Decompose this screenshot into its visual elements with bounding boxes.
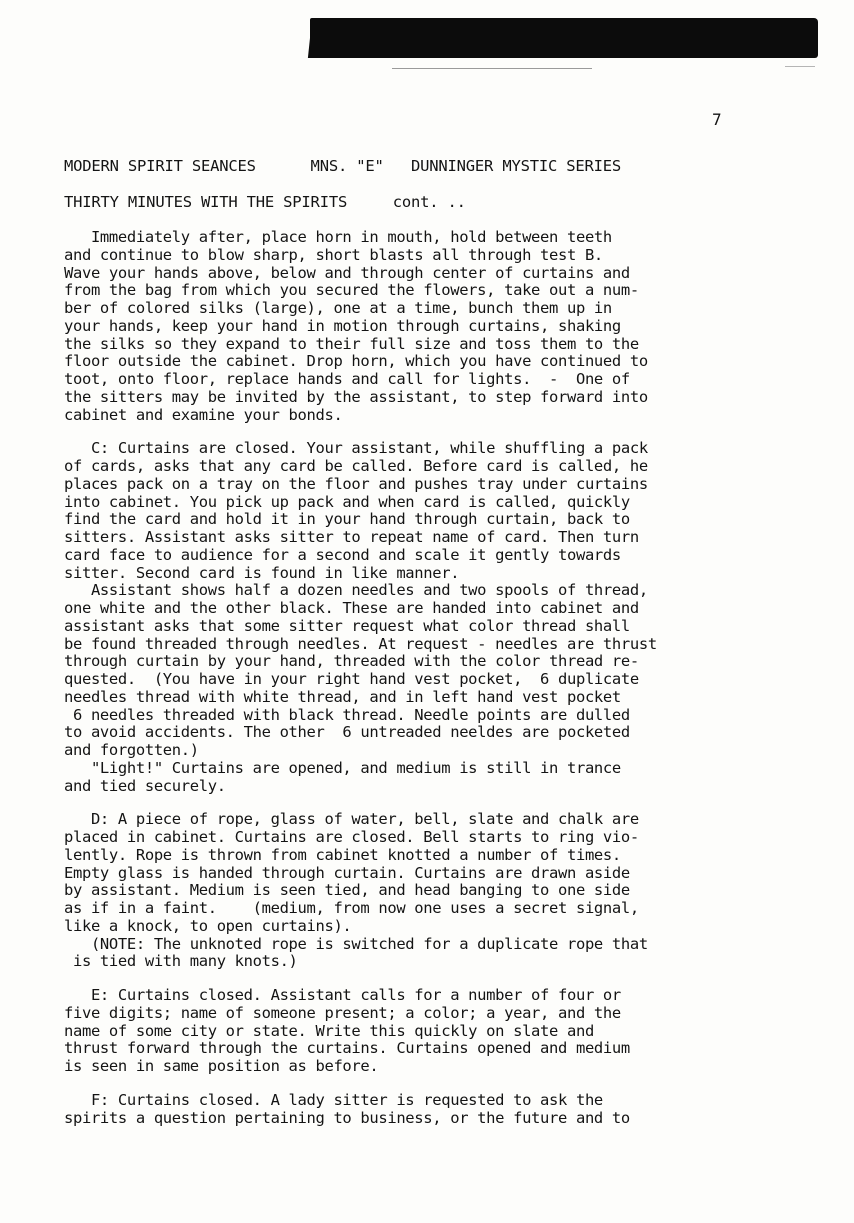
section-title: THIRTY MINUTES WITH THE SPIRITS cont. .. bbox=[64, 193, 466, 211]
text-line: from the bag from which you secured the flowers, take out a num- bbox=[64, 281, 639, 300]
paragraph-gap bbox=[64, 1076, 844, 1092]
text-line: and continue to blow sharp, short blasts all through test B. bbox=[64, 245, 603, 264]
page-number: 7 bbox=[712, 110, 722, 129]
text-line: thrust forward through the curtains. Curtains opened and medium bbox=[64, 1039, 630, 1058]
text-line: and forgotten.) bbox=[64, 741, 199, 759]
text-line: the silks so they expand to their full size and toss them to the bbox=[64, 334, 639, 353]
paragraph bbox=[64, 987, 844, 1076]
paragraph bbox=[64, 440, 844, 795]
text-line: quested. (You have in your right hand vest pocket, 6 duplicate bbox=[64, 670, 639, 688]
text-line: Assistant shows half a dozen needles and two spools of thread, bbox=[64, 581, 648, 600]
text-line: sitters. Assistant asks sitter to repeat name of card. Then turn bbox=[64, 528, 639, 546]
text-line: "Light!" Curtains are opened, and medium is still in trance bbox=[64, 758, 621, 777]
text-line: floor outside the cabinet. Drop horn, which you have continued to bbox=[64, 352, 648, 371]
text-line: to avoid accidents. The other 6 untreaded neeldes are pocketed bbox=[64, 723, 630, 742]
text-line: your hands, keep your hand in motion through curtains, shaking bbox=[64, 316, 621, 335]
text-line: five digits; name of someone present; a color; a year, and the bbox=[64, 1003, 621, 1022]
text-line: the sitters may be invited by the assistant, to step forward into bbox=[64, 387, 648, 406]
paragraph-gap bbox=[64, 424, 844, 440]
text-line: C: Curtains are closed. Your assistant, while shuffling a pack bbox=[64, 439, 648, 458]
text-line: placed in cabinet. Curtains are closed. Bell starts to ring vio- bbox=[64, 828, 639, 846]
paragraph bbox=[64, 811, 844, 971]
text-line: one white and the other black. These are handed into cabinet and bbox=[64, 599, 639, 617]
text-line: toot, onto floor, replace hands and call for lights. - One of bbox=[64, 370, 630, 388]
text-line: D: A piece of rope, glass of water, bell, slate and chalk are bbox=[64, 810, 639, 829]
text-line: Wave your hands above, below and through center of curtains and bbox=[64, 263, 630, 282]
text-line: like a knock, to open curtains). bbox=[64, 916, 352, 935]
paragraph-gap bbox=[64, 971, 844, 987]
text-line: into cabinet. You pick up pack and when card is called, quickly bbox=[64, 492, 630, 511]
series-header: MODERN SPIRIT SEANCES MNS. "E" DUNNINGER MYSTIC SERIES bbox=[64, 157, 622, 175]
text-line: sitter. Second card is found in like manner. bbox=[64, 563, 460, 582]
text-line: cabinet and examine your bonds. bbox=[64, 405, 343, 424]
text-line: assistant asks that some sitter request what color thread shall bbox=[64, 616, 630, 635]
text-line: ber of colored silks (large), one at a time, bunch them up in bbox=[64, 299, 612, 317]
paragraph-gap bbox=[64, 795, 844, 811]
text-line: needles thread with white thread, and in left hand vest pocket bbox=[64, 687, 621, 706]
text-line: through curtain by your hand, threaded with the color thread re- bbox=[64, 652, 639, 671]
text-line: Empty glass is handed through curtain. Curtains are drawn aside bbox=[64, 863, 630, 882]
text-line: and tied securely. bbox=[64, 776, 226, 795]
text-line: is tied with many knots.) bbox=[64, 952, 298, 971]
text-line: as if in a faint. (medium, from now one uses a secret signal, bbox=[64, 899, 639, 917]
text-line: card face to audience for a second and scale it gently towards bbox=[64, 545, 621, 564]
text-line: lently. Rope is thrown from cabinet knotted a number of times. bbox=[64, 845, 621, 864]
paragraph bbox=[64, 1092, 844, 1128]
text-line: by assistant. Medium is seen tied, and head banging to one side bbox=[64, 881, 630, 900]
paragraph bbox=[64, 229, 844, 424]
text-line: (NOTE: The unknoted rope is switched for a duplicate rope that bbox=[64, 934, 648, 953]
header-rule-short bbox=[785, 66, 815, 67]
text-line: find the card and hold it in your hand through curtain, back to bbox=[64, 510, 630, 529]
text-line: Immediately after, place horn in mouth, hold between teeth bbox=[64, 228, 612, 246]
text-line: be found threaded through needles. At request - needles are thrust bbox=[64, 634, 657, 653]
text-line: F: Curtains closed. A lady sitter is requested to ask the bbox=[64, 1090, 603, 1109]
header-rule bbox=[392, 68, 592, 69]
redacted-header-bar bbox=[310, 18, 818, 58]
text-line: name of some city or state. Write this quickly on slate and bbox=[64, 1021, 594, 1040]
text-line: places pack on a tray on the floor and pushes tray under curtains bbox=[64, 474, 648, 493]
body-text bbox=[64, 229, 844, 1127]
text-line: 6 needles threaded with black thread. Needle points are dulled bbox=[64, 705, 630, 724]
text-line: E: Curtains closed. Assistant calls for a number of four or bbox=[64, 986, 621, 1004]
text-line: is seen in same position as before. bbox=[64, 1057, 379, 1075]
text-line: spirits a question pertaining to business, or the future and to bbox=[64, 1108, 630, 1127]
text-line: of cards, asks that any card be called. Before card is called, he bbox=[64, 457, 648, 475]
